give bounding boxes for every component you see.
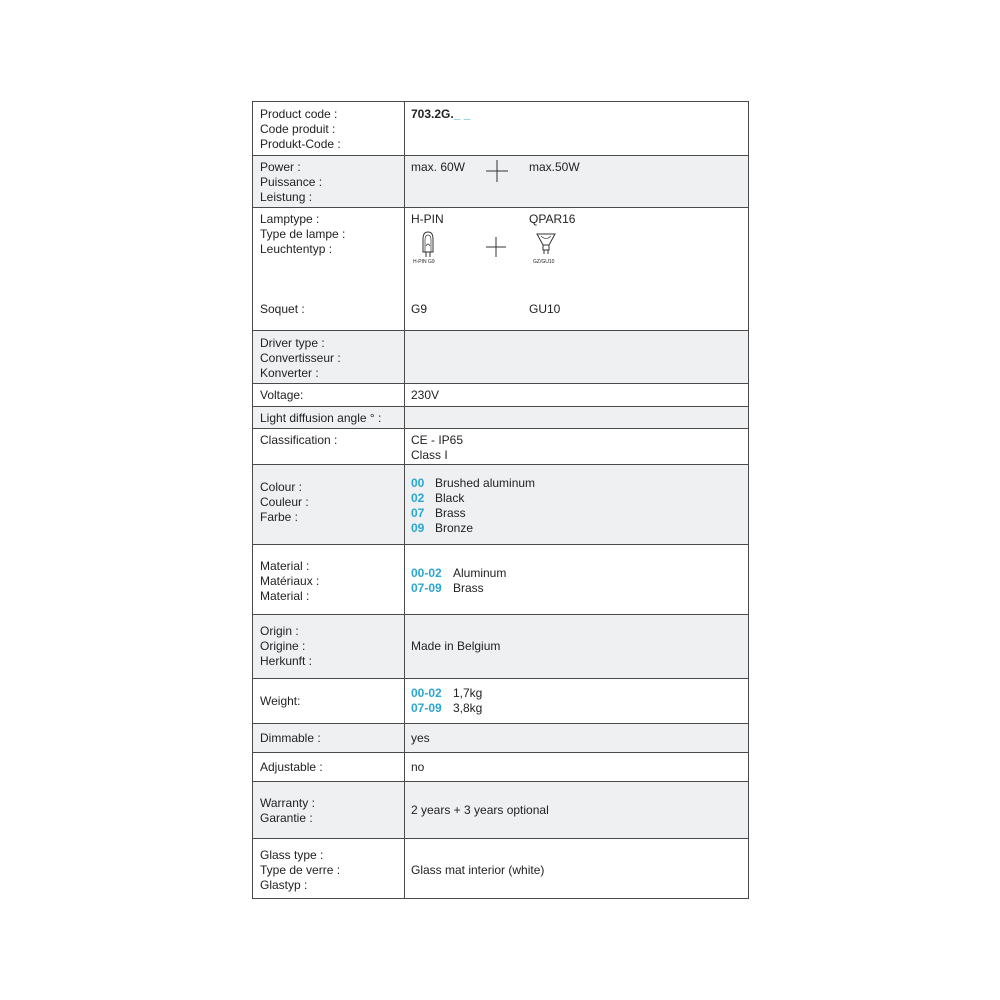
row-material (253, 544, 748, 614)
colour-item (411, 521, 535, 536)
h-pin-caption: H-PIN G9 (413, 259, 435, 265)
label-en: Origin : (260, 624, 299, 638)
colour-name: Brass (435, 506, 466, 520)
h-pin-bulb-icon (420, 230, 436, 258)
colour-item (411, 506, 535, 521)
material-item (411, 566, 506, 581)
label-fr: Type de lampe : (260, 227, 346, 241)
socket-b: GU10 (529, 302, 561, 316)
colour-name: Brushed aluminum (435, 476, 536, 490)
row-origin (253, 614, 748, 678)
colour-code: 09 (411, 521, 425, 535)
classification-value: CE - IP65 (411, 433, 464, 447)
product-code-suffix: _ _ (453, 107, 471, 121)
row-weight (253, 678, 748, 723)
weight-code: 00-02 (411, 686, 442, 700)
label-fr: Garantie : (260, 811, 313, 825)
material-code: 00-02 (411, 566, 442, 580)
label-en: Product code : (260, 107, 338, 121)
row-colour (253, 464, 748, 544)
colour-item (411, 476, 535, 491)
diffusion-label: Light diffusion angle ° : (260, 411, 382, 425)
socket-label: Soquet : (260, 302, 305, 316)
label-fr: Code produit : (260, 122, 336, 136)
label-de: Leuchtentyp : (260, 242, 333, 256)
label-en: Colour : (260, 480, 303, 494)
label-de: Farbe : (260, 510, 299, 524)
row-power (253, 155, 748, 207)
material-code: 07-09 (411, 581, 442, 595)
qpar16-caption: GZ/GU10 (533, 259, 555, 265)
label-fr: Type de verre : (260, 863, 341, 877)
label-en: Material : (260, 559, 310, 573)
label-de: Produkt-Code : (260, 137, 341, 151)
colour-name: Bronze (435, 521, 474, 535)
weight-item (411, 701, 482, 716)
row-lamptype (253, 207, 748, 330)
row-dimmable (253, 723, 748, 752)
adjustable-value: no (411, 760, 425, 774)
colour-code: 07 (411, 506, 425, 520)
voltage-value: 230V (411, 388, 440, 402)
warranty-value: 2 years + 3 years optional (411, 803, 549, 817)
weight-value: 3,8kg (453, 701, 483, 715)
label-fr: Origine : (260, 639, 306, 653)
row-product-code (253, 102, 748, 155)
colour-code: 02 (411, 491, 425, 505)
label-de: Material : (260, 589, 310, 603)
classification-value: Class I (411, 448, 448, 462)
colour-code: 00 (411, 476, 425, 490)
weight-value: 1,7kg (453, 686, 483, 700)
material-item (411, 581, 506, 596)
colour-item (411, 491, 535, 506)
plus-icon (486, 237, 506, 257)
adjustable-label: Adjustable : (260, 760, 323, 774)
weight-item (411, 686, 482, 701)
material-name: Brass (453, 581, 484, 595)
row-glass (253, 838, 748, 899)
lamp-type-a: H-PIN (411, 212, 444, 226)
label-fr: Puissance : (260, 175, 323, 189)
product-code-labels (260, 107, 341, 152)
socket-a: G9 (411, 302, 428, 316)
row-warranty (253, 781, 748, 838)
colour-name: Black (435, 491, 465, 505)
power-value-a: max. 60W (411, 160, 466, 174)
label-en: Glass type : (260, 848, 324, 862)
label-de: Herkunft : (260, 654, 313, 668)
qpar16-bulb-icon (536, 232, 556, 258)
glass-value: Glass mat interior (white) (411, 863, 545, 877)
product-code-value (411, 107, 470, 122)
label-de: Konverter : (260, 366, 319, 380)
origin-value: Made in Belgium (411, 639, 501, 653)
weight-label: Weight: (260, 694, 301, 708)
power-value-b: max.50W (529, 160, 580, 174)
label-fr: Matériaux : (260, 574, 320, 588)
material-name: Aluminum (453, 566, 507, 580)
spec-sheet (252, 101, 749, 899)
label-de: Glastyp : (260, 878, 308, 892)
label-fr: Convertisseur : (260, 351, 341, 365)
row-classification (253, 428, 748, 464)
row-voltage (253, 383, 748, 406)
row-adjustable (253, 752, 748, 781)
classification-label: Classification : (260, 433, 338, 447)
dimmable-label: Dimmable : (260, 731, 321, 745)
row-driver (253, 330, 748, 383)
label-en: Driver type : (260, 336, 325, 350)
plus-icon (486, 160, 508, 182)
label-de: Leistung : (260, 190, 313, 204)
product-code: 703.2G. (411, 107, 454, 121)
row-diffusion (253, 406, 748, 428)
weight-code: 07-09 (411, 701, 442, 715)
dimmable-value: yes (411, 731, 430, 745)
lamp-type-b: QPAR16 (529, 212, 576, 226)
label-en: Lamptype : (260, 212, 320, 226)
label-en: Power : (260, 160, 301, 174)
label-en: Warranty : (260, 796, 315, 810)
voltage-label: Voltage: (260, 388, 304, 402)
label-fr: Couleur : (260, 495, 309, 509)
